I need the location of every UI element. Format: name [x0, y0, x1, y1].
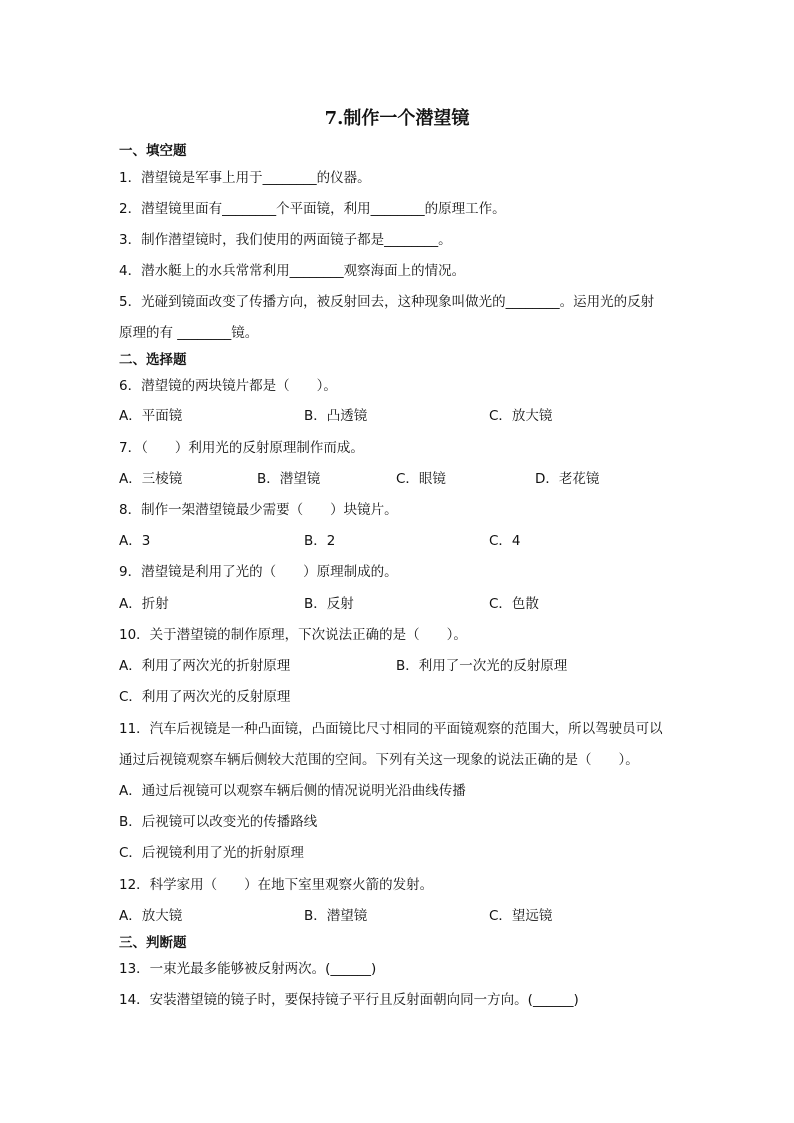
question-7: 7．（ ）利用光的反射原理制作而成。 [119, 440, 364, 456]
question-8-option-a: A．3 [119, 533, 151, 549]
question-12: 12．科学家用（ ）在地下室里观察火箭的发射。 [119, 877, 434, 893]
question-10: 10．关于潜望镜的制作原理，下次说法正确的是（ ）。 [119, 627, 467, 643]
question-4: 4．潜水艇上的水兵常常利用________观察海面上的情况。 [119, 263, 466, 279]
question-5-line-1: 5．光碰到镜面改变了传播方向，被反射回去，这种现象叫做光的________。运用光的反射 [119, 294, 655, 310]
question-6-option-b: B．凸透镜 [304, 408, 368, 424]
question-5-line-2: 原理的有 ________镜。 [119, 325, 259, 341]
question-12-option-b: B．潜望镜 [304, 908, 368, 924]
question-9-option-a: A．折射 [119, 596, 169, 612]
question-9-option-c: C．色散 [489, 596, 539, 612]
question-11-option-b: B．后视镜可以改变光的传播路线 [119, 814, 318, 830]
question-9-option-b: B．反射 [304, 596, 354, 612]
question-7-option-a: A．三棱镜 [119, 471, 183, 487]
question-7-option-d: D．老花镜 [535, 471, 600, 487]
question-8-option-c: C．4 [489, 533, 521, 549]
question-12-option-a: A．放大镜 [119, 908, 183, 924]
question-11-option-a: A．通过后视镜可以观察车辆后侧的情况说明光沿曲线传播 [119, 783, 466, 799]
question-6: 6．潜望镜的两块镜片都是（ ）。 [119, 378, 337, 394]
section-true-false: 三、判断题 [119, 935, 187, 951]
section-multiple-choice: 二、选择题 [119, 352, 187, 368]
question-12-option-c: C．望远镜 [489, 908, 553, 924]
question-11-line-1: 11．汽车后视镜是一种凸面镜，凸面镜比尺寸相同的平面镜观察的范围大，所以驾驶员可以 [119, 721, 663, 737]
question-10-option-c: C．利用了两次光的反射原理 [119, 689, 291, 705]
question-8-option-b: B．2 [304, 533, 336, 549]
question-6-option-a: A．平面镜 [119, 408, 183, 424]
question-11-line-2: 通过后视镜观察车辆后侧较大范围的空间。下列有关这一现象的说法正确的是（ ）。 [119, 752, 639, 768]
section-fill-in-blank: 一、填空题 [119, 143, 187, 159]
question-6-option-c: C．放大镜 [489, 408, 553, 424]
question-10-option-b: B．利用了一次光的反射原理 [396, 658, 568, 674]
question-7-option-b: B．潜望镜 [257, 471, 321, 487]
question-7-option-c: C．眼镜 [396, 471, 446, 487]
question-10-option-a: A．利用了两次光的折射原理 [119, 658, 291, 674]
question-14: 14．安装潜望镜的镜子时，要保持镜子平行且反射面朝向同一方向。(______) [119, 992, 579, 1008]
question-1: 1．潜望镜是军事上用于________的仪器。 [119, 170, 371, 186]
question-11-option-c: C．后视镜利用了光的折射原理 [119, 845, 304, 861]
question-8: 8．制作一架潜望镜最少需要（ ）块镜片。 [119, 502, 398, 518]
question-3: 3．制作潜望镜时，我们使用的两面镜子都是________。 [119, 232, 452, 248]
question-2: 2．潜望镜里面有________个平面镜，利用________的原理工作。 [119, 201, 506, 217]
page-title: 7.制作一个潜望镜 [324, 108, 470, 129]
question-9: 9．潜望镜是利用了光的（ ）原理制成的。 [119, 564, 398, 580]
question-13: 13．一束光最多能够被反射两次。(______) [119, 961, 377, 977]
